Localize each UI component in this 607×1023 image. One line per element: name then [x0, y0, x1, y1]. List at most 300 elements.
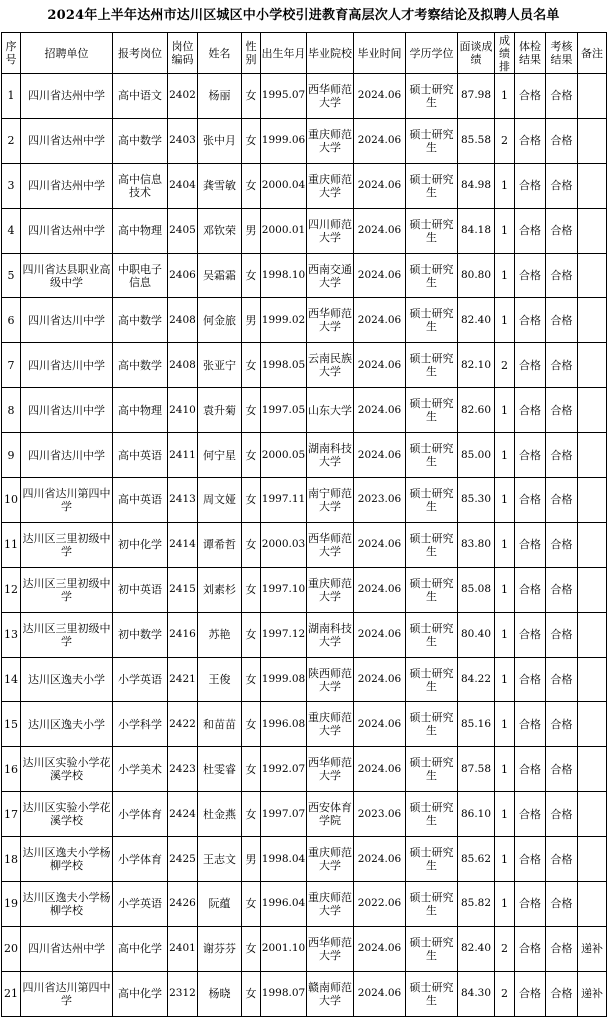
- table-row: [2, 118, 607, 163]
- table-row: [2, 926, 607, 971]
- cell-rank: 2: [495, 926, 515, 971]
- cell-rank: 1: [495, 882, 515, 927]
- cell-seq: 2: [2, 118, 21, 163]
- cell-assessment-result: 合格: [546, 926, 578, 971]
- cell-unit: 达川区逸夫小学杨柳学校: [21, 837, 113, 882]
- cell-post-code: 2422: [168, 702, 198, 747]
- cell-school: 南宁师范大学: [307, 478, 354, 523]
- cell-grad-time: 2024.06: [354, 343, 406, 388]
- cell-unit: 四川省达州中学: [21, 926, 113, 971]
- cell-seq: 19: [2, 882, 21, 927]
- cell-seq: 20: [2, 926, 21, 971]
- cell-unit: 四川省达州中学: [21, 74, 113, 119]
- cell-school: 湖南科技大学: [307, 612, 354, 657]
- cell-grad-time: 2024.06: [354, 926, 406, 971]
- cell-post-code: 2408: [168, 343, 198, 388]
- cell-position: 高中物理: [113, 388, 168, 433]
- header-name: 姓名: [198, 33, 242, 74]
- cell-remarks: [578, 747, 607, 792]
- cell-assessment-result: 合格: [546, 792, 578, 837]
- cell-gender: 女: [242, 343, 261, 388]
- table-row: [2, 478, 607, 523]
- cell-physical-result: 合格: [515, 163, 546, 208]
- cell-school: 重庆师范大学: [307, 702, 354, 747]
- cell-interview-score: 85.16: [458, 702, 495, 747]
- cell-gender: 女: [242, 433, 261, 478]
- cell-school: 重庆师范大学: [307, 882, 354, 927]
- cell-name: 周文娅: [198, 478, 242, 523]
- cell-post-code: 2414: [168, 522, 198, 567]
- cell-school: 西华师范大学: [307, 522, 354, 567]
- cell-post-code: 2402: [168, 74, 198, 119]
- cell-unit: 四川省达川中学: [21, 298, 113, 343]
- table-row: [2, 567, 607, 612]
- document-title: 2024年上半年达州市达川区城区中小学校引进教育高层次人才考察结论及拟聘人员名单: [47, 8, 560, 23]
- cell-rank: 1: [495, 163, 515, 208]
- cell-birth: 1997.10: [261, 567, 307, 612]
- table-row: [2, 298, 607, 343]
- cell-remarks: [578, 837, 607, 882]
- cell-post-code: 2426: [168, 882, 198, 927]
- cell-degree: 硕士研究生: [406, 612, 458, 657]
- cell-position: 高中化学: [113, 926, 168, 971]
- personnel-table: [1, 32, 607, 1017]
- cell-remarks: [578, 478, 607, 523]
- cell-remarks: [578, 522, 607, 567]
- cell-gender: 女: [242, 253, 261, 298]
- cell-grad-time: 2024.06: [354, 298, 406, 343]
- cell-rank: 1: [495, 792, 515, 837]
- cell-birth: 1992.07: [261, 747, 307, 792]
- cell-physical-result: 合格: [515, 522, 546, 567]
- cell-interview-score: 84.18: [458, 208, 495, 253]
- cell-position: 初中化学: [113, 522, 168, 567]
- cell-rank: 1: [495, 612, 515, 657]
- cell-interview-score: 84.98: [458, 163, 495, 208]
- cell-degree: 硕士研究生: [406, 343, 458, 388]
- cell-physical-result: 合格: [515, 971, 546, 1016]
- cell-school: 山东大学: [307, 388, 354, 433]
- cell-birth: 1998.04: [261, 837, 307, 882]
- cell-gender: 女: [242, 567, 261, 612]
- cell-gender: 女: [242, 882, 261, 927]
- cell-physical-result: 合格: [515, 298, 546, 343]
- cell-post-code: 2405: [168, 208, 198, 253]
- cell-degree: 硕士研究生: [406, 388, 458, 433]
- cell-name: 和苗苗: [198, 702, 242, 747]
- header-remarks: 备注: [578, 33, 607, 74]
- header-gender: 性别: [242, 33, 261, 74]
- cell-assessment-result: 合格: [546, 388, 578, 433]
- cell-unit: 达川区逸夫小学: [21, 702, 113, 747]
- cell-position: 小学体育: [113, 792, 168, 837]
- cell-position: 初中英语: [113, 567, 168, 612]
- cell-birth: 1998.05: [261, 343, 307, 388]
- cell-degree: 硕士研究生: [406, 926, 458, 971]
- cell-assessment-result: 合格: [546, 567, 578, 612]
- cell-degree: 硕士研究生: [406, 567, 458, 612]
- cell-degree: 硕士研究生: [406, 118, 458, 163]
- cell-degree: 硕士研究生: [406, 253, 458, 298]
- header-row: [2, 33, 607, 74]
- cell-name: 吴霜霜: [198, 253, 242, 298]
- cell-school: 湖南科技大学: [307, 433, 354, 478]
- cell-seq: 9: [2, 433, 21, 478]
- cell-seq: 7: [2, 343, 21, 388]
- cell-position: 高中英语: [113, 478, 168, 523]
- cell-gender: 女: [242, 702, 261, 747]
- cell-name: 杨丽: [198, 74, 242, 119]
- cell-interview-score: 85.58: [458, 118, 495, 163]
- cell-degree: 硕士研究生: [406, 747, 458, 792]
- cell-rank: 1: [495, 208, 515, 253]
- cell-rank: 2: [495, 343, 515, 388]
- cell-assessment-result: 合格: [546, 433, 578, 478]
- table-row: [2, 837, 607, 882]
- cell-interview-score: 85.62: [458, 837, 495, 882]
- cell-interview-score: 85.00: [458, 433, 495, 478]
- cell-unit: 四川省达川中学: [21, 388, 113, 433]
- table-row: [2, 702, 607, 747]
- cell-school: 西华师范大学: [307, 74, 354, 119]
- cell-interview-score: 85.08: [458, 567, 495, 612]
- cell-gender: 女: [242, 657, 261, 702]
- cell-seq: 10: [2, 478, 21, 523]
- cell-rank: 1: [495, 433, 515, 478]
- cell-remarks: 递补: [578, 971, 607, 1016]
- cell-post-code: 2408: [168, 298, 198, 343]
- cell-gender: 女: [242, 926, 261, 971]
- cell-interview-score: 85.30: [458, 478, 495, 523]
- cell-interview-score: 84.22: [458, 657, 495, 702]
- cell-remarks: [578, 433, 607, 478]
- cell-physical-result: 合格: [515, 433, 546, 478]
- cell-unit: 达川区逸夫小学: [21, 657, 113, 702]
- cell-position: 高中物理: [113, 208, 168, 253]
- cell-remarks: [578, 208, 607, 253]
- cell-rank: 1: [495, 702, 515, 747]
- cell-unit: 四川省达州中学: [21, 163, 113, 208]
- table-row: [2, 882, 607, 927]
- cell-gender: 男: [242, 837, 261, 882]
- cell-school: 重庆师范大学: [307, 118, 354, 163]
- cell-gender: 女: [242, 74, 261, 119]
- cell-grad-time: 2024.06: [354, 163, 406, 208]
- cell-school: 陕西师范大学: [307, 657, 354, 702]
- table-row: [2, 343, 607, 388]
- cell-school: 西南交通大学: [307, 253, 354, 298]
- cell-physical-result: 合格: [515, 567, 546, 612]
- cell-interview-score: 80.40: [458, 612, 495, 657]
- cell-name: 何金旅: [198, 298, 242, 343]
- cell-assessment-result: 合格: [546, 118, 578, 163]
- cell-remarks: [578, 792, 607, 837]
- cell-name: 谢芬芬: [198, 926, 242, 971]
- cell-physical-result: 合格: [515, 118, 546, 163]
- cell-position: 高中化学: [113, 971, 168, 1016]
- cell-assessment-result: 合格: [546, 208, 578, 253]
- cell-physical-result: 合格: [515, 343, 546, 388]
- cell-seq: 15: [2, 702, 21, 747]
- header-physical-result: 体检结果: [515, 33, 546, 74]
- cell-birth: 1999.08: [261, 657, 307, 702]
- cell-remarks: [578, 388, 607, 433]
- table-row: [2, 612, 607, 657]
- header-unit: 招聘单位: [21, 33, 113, 74]
- cell-grad-time: 2024.06: [354, 567, 406, 612]
- cell-unit: 达川区逸夫小学杨柳学校: [21, 882, 113, 927]
- cell-school: 西安体育学院: [307, 792, 354, 837]
- cell-birth: 2000.01: [261, 208, 307, 253]
- table-row: [2, 792, 607, 837]
- cell-unit: 四川省达川第四中学: [21, 478, 113, 523]
- cell-assessment-result: 合格: [546, 747, 578, 792]
- cell-gender: 男: [242, 208, 261, 253]
- cell-grad-time: 2024.06: [354, 74, 406, 119]
- cell-remarks: [578, 612, 607, 657]
- cell-interview-score: 83.80: [458, 522, 495, 567]
- cell-post-code: 2413: [168, 478, 198, 523]
- cell-birth: 1999.06: [261, 118, 307, 163]
- cell-physical-result: 合格: [515, 882, 546, 927]
- cell-gender: 女: [242, 388, 261, 433]
- cell-position: 小学美术: [113, 747, 168, 792]
- cell-unit: 达川区三里初级中学: [21, 612, 113, 657]
- cell-grad-time: 2024.06: [354, 747, 406, 792]
- cell-rank: 1: [495, 657, 515, 702]
- cell-seq: 6: [2, 298, 21, 343]
- cell-birth: 1996.08: [261, 702, 307, 747]
- cell-post-code: 2411: [168, 433, 198, 478]
- cell-rank: 1: [495, 837, 515, 882]
- cell-birth: 1998.10: [261, 253, 307, 298]
- cell-position: 小学科学: [113, 702, 168, 747]
- cell-position: 小学英语: [113, 882, 168, 927]
- cell-assessment-result: 合格: [546, 657, 578, 702]
- cell-gender: 女: [242, 522, 261, 567]
- cell-birth: 1997.11: [261, 478, 307, 523]
- cell-rank: 1: [495, 567, 515, 612]
- cell-assessment-result: 合格: [546, 971, 578, 1016]
- cell-interview-score: 86.10: [458, 792, 495, 837]
- cell-post-code: 2416: [168, 612, 198, 657]
- cell-assessment-result: 合格: [546, 74, 578, 119]
- cell-name: 杜雯睿: [198, 747, 242, 792]
- cell-seq: 21: [2, 971, 21, 1016]
- cell-remarks: [578, 882, 607, 927]
- cell-rank: 1: [495, 478, 515, 523]
- cell-grad-time: 2024.06: [354, 612, 406, 657]
- cell-position: 高中数学: [113, 118, 168, 163]
- cell-interview-score: 82.10: [458, 343, 495, 388]
- cell-grad-time: 2024.06: [354, 208, 406, 253]
- header-post-code: 岗位编码: [168, 33, 198, 74]
- cell-school: 云南民族大学: [307, 343, 354, 388]
- cell-seq: 17: [2, 792, 21, 837]
- cell-remarks: [578, 163, 607, 208]
- cell-birth: 1996.04: [261, 882, 307, 927]
- cell-birth: 1999.02: [261, 298, 307, 343]
- cell-post-code: 2425: [168, 837, 198, 882]
- cell-assessment-result: 合格: [546, 163, 578, 208]
- cell-degree: 硕士研究生: [406, 971, 458, 1016]
- cell-rank: 1: [495, 74, 515, 119]
- cell-position: 高中信息技术: [113, 163, 168, 208]
- header-birth: 出生年月: [261, 33, 307, 74]
- cell-degree: 硕士研究生: [406, 522, 458, 567]
- cell-position: 中职电子信息: [113, 253, 168, 298]
- cell-gender: 女: [242, 118, 261, 163]
- cell-grad-time: 2024.06: [354, 837, 406, 882]
- cell-seq: 12: [2, 567, 21, 612]
- cell-remarks: 递补: [578, 926, 607, 971]
- cell-unit: 四川省达川第四中学: [21, 971, 113, 1016]
- cell-physical-result: 合格: [515, 747, 546, 792]
- cell-post-code: 2404: [168, 163, 198, 208]
- cell-degree: 硕士研究生: [406, 837, 458, 882]
- table-header: [2, 33, 607, 74]
- cell-grad-time: 2024.06: [354, 522, 406, 567]
- cell-unit: 达川区三里初级中学: [21, 567, 113, 612]
- cell-assessment-result: 合格: [546, 478, 578, 523]
- cell-name: 阮蕴: [198, 882, 242, 927]
- table-row: [2, 433, 607, 478]
- cell-grad-time: 2023.06: [354, 792, 406, 837]
- cell-physical-result: 合格: [515, 208, 546, 253]
- cell-seq: 4: [2, 208, 21, 253]
- table-row: [2, 522, 607, 567]
- cell-physical-result: 合格: [515, 253, 546, 298]
- cell-interview-score: 84.30: [458, 971, 495, 1016]
- cell-position: 小学英语: [113, 657, 168, 702]
- cell-school: 四川师范大学: [307, 208, 354, 253]
- cell-gender: 女: [242, 792, 261, 837]
- cell-grad-time: 2024.06: [354, 971, 406, 1016]
- cell-physical-result: 合格: [515, 792, 546, 837]
- header-position: 报考岗位: [113, 33, 168, 74]
- cell-physical-result: 合格: [515, 74, 546, 119]
- cell-unit: 达川区三里初级中学: [21, 522, 113, 567]
- cell-degree: 硕士研究生: [406, 792, 458, 837]
- cell-grad-time: 2024.06: [354, 253, 406, 298]
- cell-remarks: [578, 74, 607, 119]
- cell-birth: 2001.10: [261, 926, 307, 971]
- cell-physical-result: 合格: [515, 657, 546, 702]
- cell-assessment-result: 合格: [546, 837, 578, 882]
- cell-grad-time: 2024.06: [354, 702, 406, 747]
- cell-name: 王志文: [198, 837, 242, 882]
- cell-position: 小学体育: [113, 837, 168, 882]
- cell-interview-score: 82.60: [458, 388, 495, 433]
- cell-position: 高中数学: [113, 298, 168, 343]
- cell-interview-score: 80.80: [458, 253, 495, 298]
- cell-post-code: 2421: [168, 657, 198, 702]
- header-rank: 成绩排: [495, 33, 515, 74]
- cell-name: 杜金燕: [198, 792, 242, 837]
- header-degree: 学历学位: [406, 33, 458, 74]
- cell-seq: 14: [2, 657, 21, 702]
- cell-remarks: [578, 118, 607, 163]
- table-row: [2, 657, 607, 702]
- table-body: [2, 74, 607, 1017]
- cell-unit: 四川省达县职业高级中学: [21, 253, 113, 298]
- table-row: [2, 253, 607, 298]
- cell-rank: 2: [495, 118, 515, 163]
- cell-birth: 1998.07: [261, 971, 307, 1016]
- cell-birth: 1997.12: [261, 612, 307, 657]
- cell-school: 重庆师范大学: [307, 163, 354, 208]
- cell-grad-time: 2024.06: [354, 433, 406, 478]
- cell-post-code: 2406: [168, 253, 198, 298]
- cell-name: 王俊: [198, 657, 242, 702]
- table-row: [2, 208, 607, 253]
- header-grad-time: 毕业时间: [354, 33, 406, 74]
- cell-physical-result: 合格: [515, 612, 546, 657]
- cell-unit: 四川省达州中学: [21, 118, 113, 163]
- cell-birth: 1997.05: [261, 388, 307, 433]
- cell-degree: 硕士研究生: [406, 657, 458, 702]
- cell-name: 张中月: [198, 118, 242, 163]
- cell-post-code: 2312: [168, 971, 198, 1016]
- cell-remarks: [578, 298, 607, 343]
- cell-interview-score: 87.98: [458, 74, 495, 119]
- cell-physical-result: 合格: [515, 837, 546, 882]
- cell-degree: 硕士研究生: [406, 433, 458, 478]
- cell-assessment-result: 合格: [546, 298, 578, 343]
- cell-rank: 1: [495, 298, 515, 343]
- cell-physical-result: 合格: [515, 388, 546, 433]
- cell-seq: 5: [2, 253, 21, 298]
- cell-grad-time: 2024.06: [354, 118, 406, 163]
- cell-name: 苏艳: [198, 612, 242, 657]
- cell-physical-result: 合格: [515, 478, 546, 523]
- cell-gender: 女: [242, 163, 261, 208]
- cell-remarks: [578, 702, 607, 747]
- header-interview-score: 面谈成绩: [458, 33, 495, 74]
- header-school: 毕业院校: [307, 33, 354, 74]
- cell-name: 张亚宁: [198, 343, 242, 388]
- cell-name: 何宁星: [198, 433, 242, 478]
- cell-seq: 3: [2, 163, 21, 208]
- cell-birth: 1995.07: [261, 74, 307, 119]
- cell-interview-score: 82.40: [458, 926, 495, 971]
- cell-physical-result: 合格: [515, 926, 546, 971]
- cell-position: 高中数学: [113, 343, 168, 388]
- cell-gender: 女: [242, 971, 261, 1016]
- cell-school: 赣南师范大学: [307, 971, 354, 1016]
- cell-post-code: 2424: [168, 792, 198, 837]
- cell-degree: 硕士研究生: [406, 208, 458, 253]
- cell-unit: 四川省达川中学: [21, 433, 113, 478]
- cell-birth: 2000.03: [261, 522, 307, 567]
- cell-remarks: [578, 567, 607, 612]
- cell-degree: 硕士研究生: [406, 163, 458, 208]
- table-row: [2, 388, 607, 433]
- cell-post-code: 2401: [168, 926, 198, 971]
- cell-assessment-result: 合格: [546, 702, 578, 747]
- cell-gender: 女: [242, 747, 261, 792]
- cell-rank: 2: [495, 971, 515, 1016]
- cell-school: 重庆师范大学: [307, 837, 354, 882]
- cell-school: 西华师范大学: [307, 747, 354, 792]
- cell-birth: 2000.04: [261, 163, 307, 208]
- cell-grad-time: 2023.06: [354, 478, 406, 523]
- cell-post-code: 2410: [168, 388, 198, 433]
- cell-name: 龚雪敏: [198, 163, 242, 208]
- cell-remarks: [578, 343, 607, 388]
- cell-seq: 16: [2, 747, 21, 792]
- table-row: [2, 971, 607, 1016]
